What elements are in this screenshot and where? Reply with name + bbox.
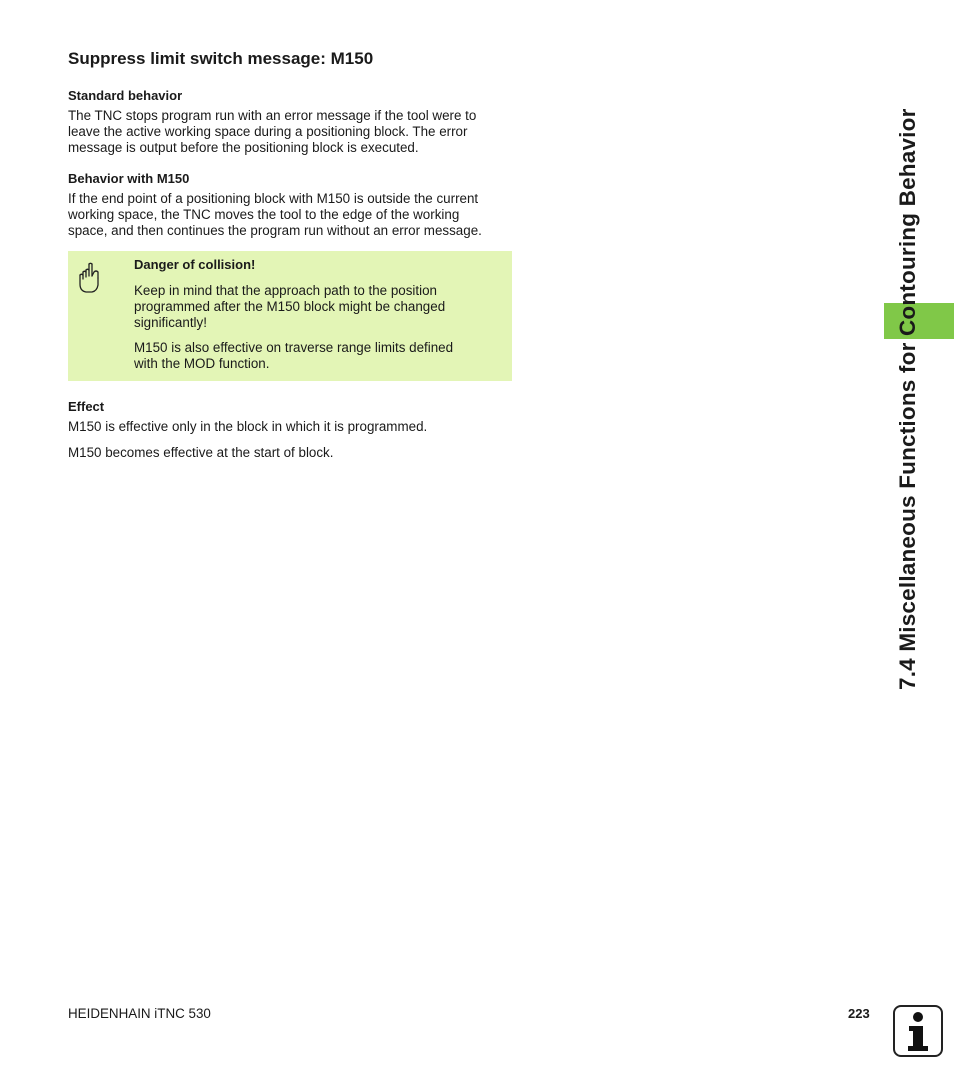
text-line: The TNC stops program run with an error message if the tool were to bbox=[68, 108, 477, 123]
text-line: leave the active working space during a positioning block. The error bbox=[68, 124, 468, 139]
behavior-m150-heading: Behavior with M150 bbox=[68, 171, 190, 186]
text-line: message is output before the positioning block is executed. bbox=[68, 140, 419, 155]
text-line: Keep in mind that the approach path to the position bbox=[134, 283, 437, 298]
page-title: Suppress limit switch message: M150 bbox=[68, 49, 374, 68]
collision-warning-box bbox=[68, 251, 512, 381]
behavior-m150-text bbox=[68, 191, 518, 239]
effect-text-2: M150 becomes effective at the start of block. bbox=[68, 445, 334, 460]
info-icon bbox=[893, 1005, 943, 1057]
pointing-hand-icon bbox=[77, 262, 103, 294]
text-line: space, and then continues the program run without an error message. bbox=[68, 223, 482, 238]
standard-behavior-heading: Standard behavior bbox=[68, 88, 183, 103]
effect-heading: Effect bbox=[68, 399, 105, 414]
text-line: working space, the TNC moves the tool to the edge of the working bbox=[68, 207, 460, 222]
note-title: Danger of collision! bbox=[134, 257, 256, 272]
chapter-side-heading: 7.4 Miscellaneous Functions for Contouring Behavior bbox=[895, 108, 920, 690]
footer-product-name: HEIDENHAIN iTNC 530 bbox=[68, 1006, 211, 1021]
page-number: 223 bbox=[848, 1006, 870, 1021]
text-line: programmed after the M150 block might be changed bbox=[134, 299, 446, 314]
note-paragraph-2 bbox=[134, 340, 504, 372]
standard-behavior-text bbox=[68, 108, 518, 156]
text-line: significantly! bbox=[134, 315, 207, 330]
text-line: with the MOD function. bbox=[134, 356, 270, 371]
note-paragraph-1 bbox=[134, 283, 504, 331]
text-line: If the end point of a positioning block with M150 is outside the current bbox=[68, 191, 479, 206]
text-line: M150 is also effective on traverse range limits defined bbox=[134, 340, 454, 355]
effect-text-1: M150 is effective only in the block in which it is programmed. bbox=[68, 419, 428, 434]
